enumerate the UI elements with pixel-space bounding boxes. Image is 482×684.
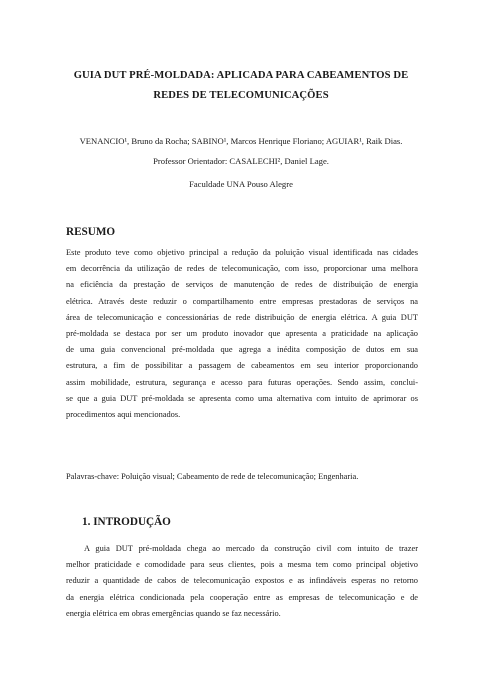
resumo-body: [66, 245, 418, 423]
advisor-line: Professor Orientador: CASALECHI², Daniel Lage.: [153, 156, 329, 166]
paper-title-line-2: REDES DE TELECOMUNICAÇÕES: [153, 90, 329, 101]
introducao-line: melhor praticidade e comodidade para seus clientes, pois a mesma tem como principal objetivo: [66, 560, 418, 570]
resumo-heading: RESUMO: [66, 226, 116, 238]
introducao-heading: 1. INTRODUÇÃO: [82, 516, 171, 528]
resumo-line: pré-moldada se destaca por ser um produto inovador que apresenta a praticidade na aplicação: [66, 328, 418, 338]
introducao-line: reduzir a quantidade de cabos de telecomunicação expostos e as infindáveis esperas no retorno: [66, 576, 418, 586]
resumo-line: na eficiência da prestação de serviços de manutenção de redes de distribuição de energia: [66, 280, 418, 290]
resumo-line: estrutura, a fim de possibilitar a passagem de cabeamentos em seu interior proporcionando: [66, 361, 418, 371]
introducao-line: da energia elétrica condicionada pela cooperação entre as empresas de telecomunicação e de: [66, 592, 418, 602]
introducao-line: energia elétrica em obras emergências quando se faz necessário.: [66, 608, 281, 618]
authors-line: VENANCIO¹, Bruno da Rocha; SABINO¹, Marcos Henrique Floriano; AGUIAR¹, Raik Dias.: [79, 136, 403, 146]
paper-title-line-1: GUIA DUT PRÉ-MOLDADA: APLICADA PARA CABEAMENTOS DE: [73, 70, 409, 81]
introducao-body: [66, 541, 418, 622]
paper-title: [40, 66, 442, 106]
resumo-line: área de telecomunicação e concessionárias de rede distribuição de energia elétrica. A guia DUT: [66, 312, 418, 322]
resumo-line: assim mobilidade, estrutura, segurança e acesso para futuras operações. Sendo assim, conclui-: [66, 377, 418, 387]
keywords: Palavras-chave: Poluição visual; Cabeamento de rede de telecomunicação; Engenharia.: [66, 472, 359, 481]
affiliation: Faculdade UNA Pouso Alegre: [189, 179, 293, 189]
introducao-line: A guia DUT pré-moldada chega ao mercado da construção civil com intuito de trazer: [84, 544, 418, 553]
resumo-line: procedimentos aqui mencionados.: [66, 409, 181, 419]
resumo-line: se que a guia DUT pré-moldada se apresenta como uma alternativa com intuito de aprimorar os: [66, 393, 418, 403]
resumo-line: de uma guia convencional pré-moldada que agrega a inédita composição de dutos em sua: [66, 345, 418, 355]
resumo-line: elétrica. Através deste reduzir o compartilhamento entre empresas prestadoras de serviços na: [66, 296, 418, 306]
resumo-line: Este produto teve como objetivo principal a redução da poluição visual identificada nas cidades: [66, 248, 418, 257]
resumo-line: em decorrência da utilização de redes de telecomunicação, com isso, proporcionar uma melhora: [66, 264, 418, 274]
